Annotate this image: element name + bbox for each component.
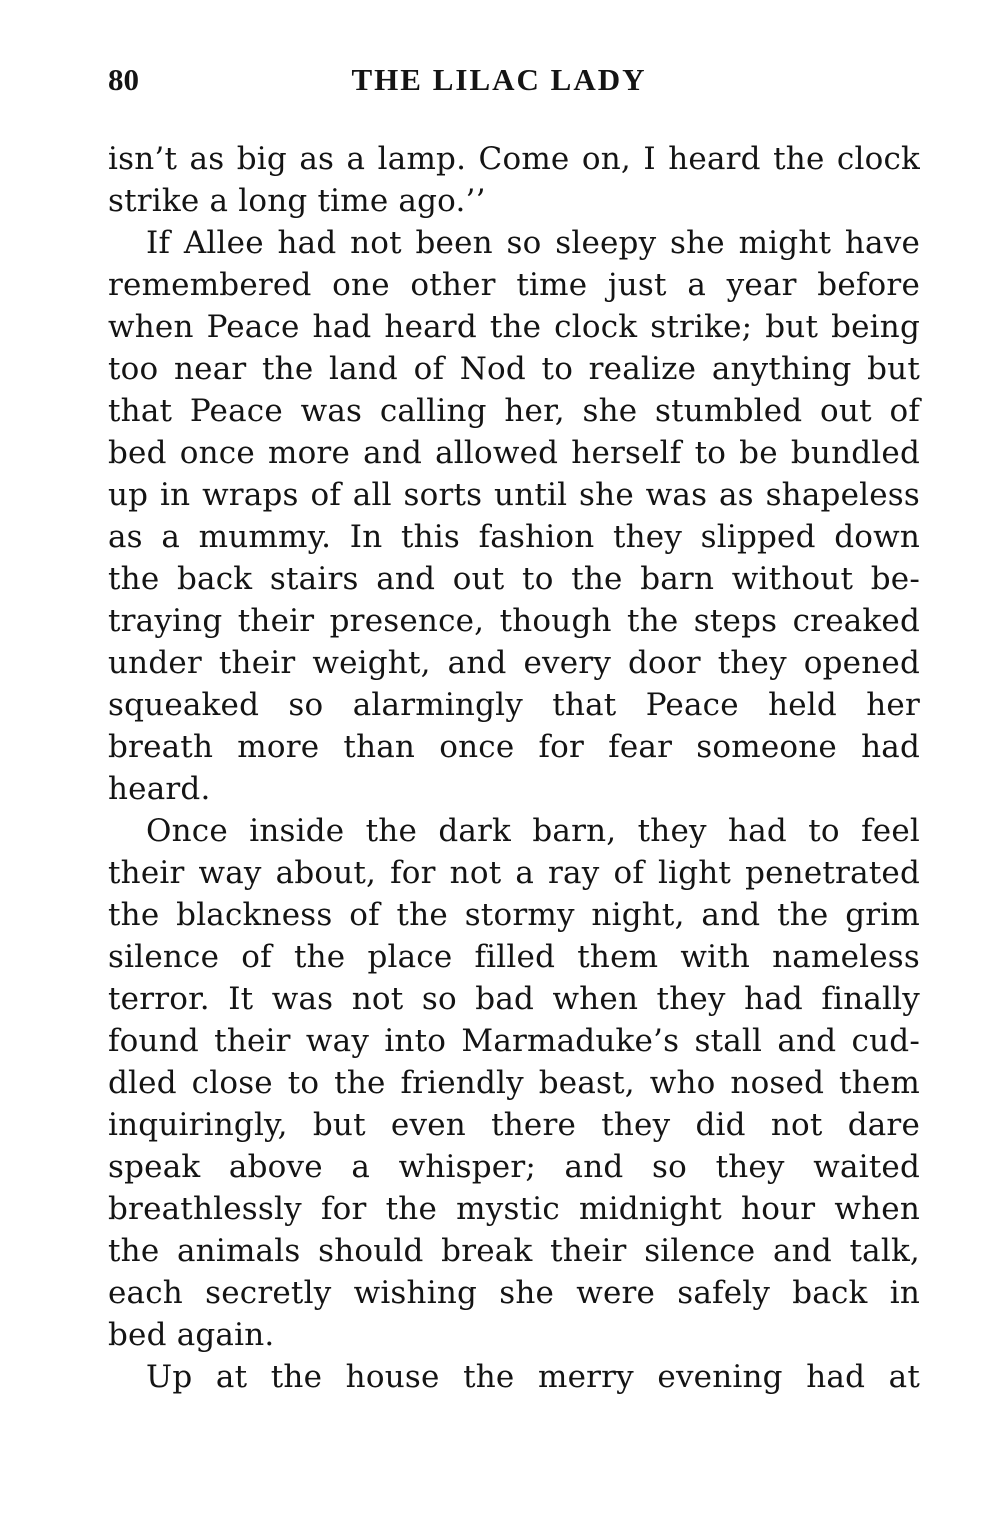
text-line: up in wraps of all sorts until she was as shapeless [108,477,920,513]
text-line: heard. [108,771,211,807]
text-line: If Allee had not been so sleepy she might have [146,225,920,261]
text-line: inquiringly, but even there they did not dare [108,1107,920,1143]
page-header [108,56,920,106]
text-line: silence of the place filled them with nameless [108,939,920,975]
text-line: traying their presence, though the steps creaked [108,603,920,639]
text-line: breathlessly for the mystic midnight hour when [108,1191,920,1227]
text-line: isn’t as big as a lamp. Come on, I heard the clock [108,141,920,177]
text-line: the back stairs and out to the barn without be- [108,561,920,597]
body-text [108,138,920,1398]
text-line: breath more than once for fear someone had [108,729,920,765]
text-line: Up at the house the merry evening had at [146,1359,920,1395]
text-line: as a mummy. In this fashion they slipped down [108,519,920,555]
text-line: their way about, for not a ray of light penetrated [108,855,920,891]
text-line: remembered one other time just a year before [108,267,920,303]
text-line: Once inside the dark barn, they had to feel [146,813,920,849]
text-line: found their way into Marmaduke’s stall and cud- [108,1023,920,1059]
text-line: bed again. [108,1317,275,1353]
text-line: bed once more and allowed herself to be bundled [108,435,920,471]
running-title: THE LILAC LADY [351,62,647,97]
text-line: terror. It was not so bad when they had finally [108,981,920,1017]
text-line: that Peace was calling her, she stumbled out of [108,393,920,429]
text-line: strike a long time ago.’’ [108,183,486,219]
text-line: squeaked so alarmingly that Peace held her [108,687,920,723]
text-line: each secretly wishing she were safely back in [108,1275,920,1311]
page-number: 80 [108,62,139,97]
text-line: speak above a whisper; and so they waited [108,1149,920,1185]
text-line: when Peace had heard the clock strike; but being [108,309,920,345]
text-line: too near the land of Nod to realize anything but [108,351,920,387]
text-line: the blackness of the stormy night, and the grim [108,897,920,933]
text-line: dled close to the friendly beast, who nosed them [108,1065,920,1101]
text-line: the animals should break their silence and talk, [108,1233,920,1269]
text-line: under their weight, and every door they opened [108,645,920,681]
